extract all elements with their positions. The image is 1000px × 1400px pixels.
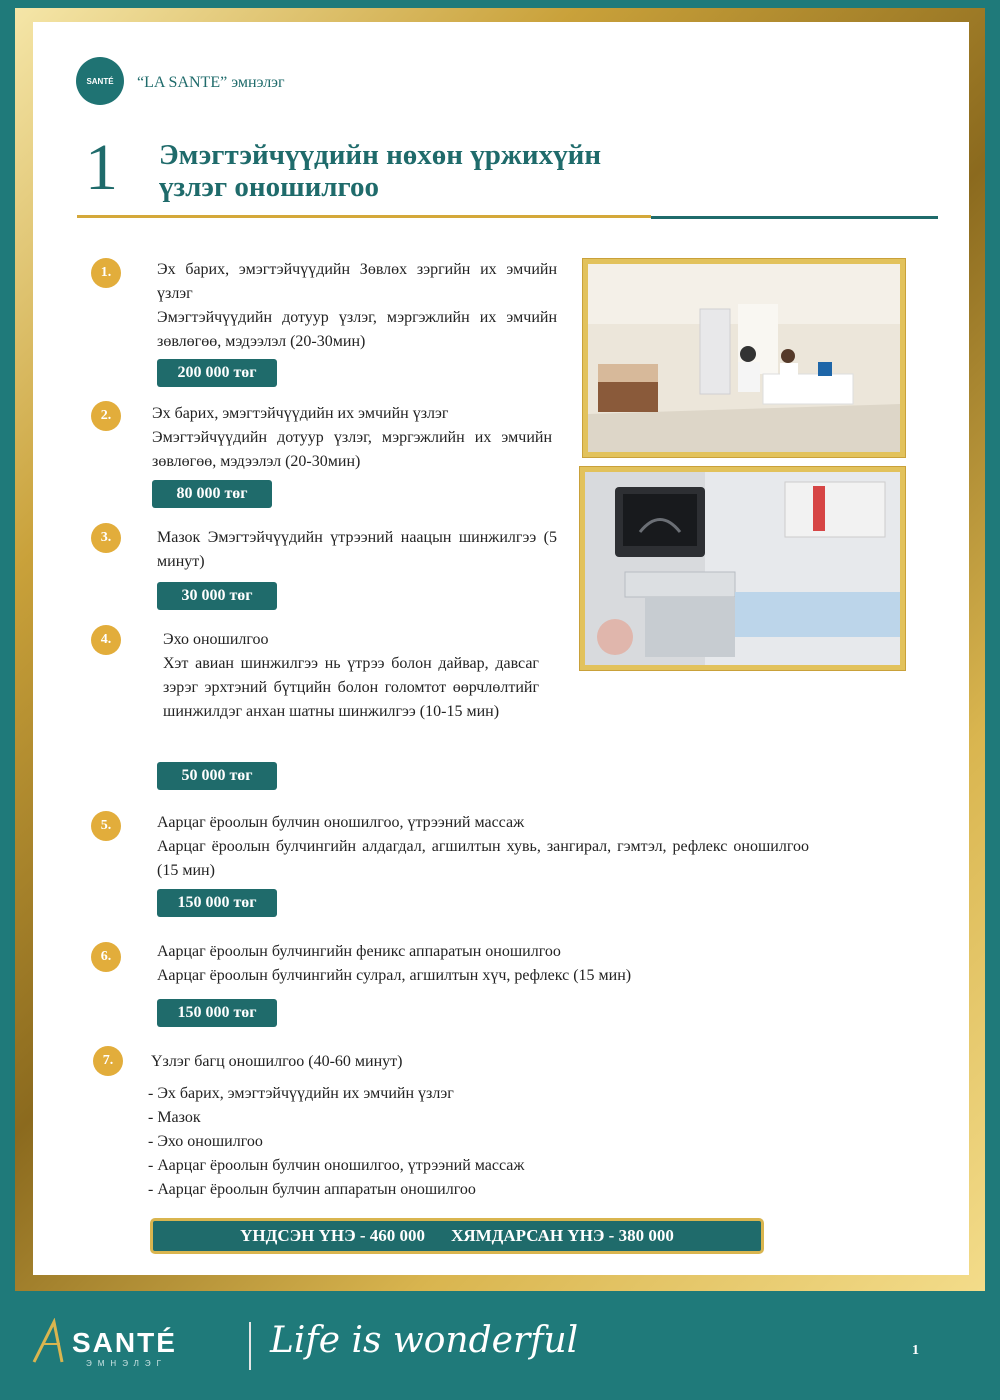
section-title-line1: Эмэгтэйчүүдийн нөхөн үржихүйн (159, 139, 602, 171)
base-price: ҮНДСЭН ҮНЭ - 460 000 (240, 1226, 426, 1245)
footer-divider (249, 1322, 251, 1370)
clinic-logo-text: SANTÉ (86, 76, 114, 86)
ultrasound-room-photo (580, 467, 905, 670)
discount-price: ХЯМДАРСАН ҮНЭ - 380 000 (451, 1226, 674, 1245)
item-line: Эхо оношилгоо (163, 631, 269, 648)
item-number-badge: 1. (91, 258, 121, 288)
package-price-bar (150, 1218, 764, 1254)
price-tag: 200 000 төг (157, 359, 277, 387)
section-number: 1 (85, 131, 118, 204)
list-item: - Аарцаг ёроолын булчин аппаратын оношилгоо (148, 1181, 476, 1198)
item-line: Эмэгтэйчүүдийн дотуур үзлэг, мэргэжлийн их эмчийн зөвлөгөө, мэдээлэл (20-30мин) (152, 429, 552, 470)
item-line: Эмэгтэйчүүдийн дотуур үзлэг, мэргэжлийн их эмчийн зөвлөгөө, мэдээлэл (20-30мин) (157, 309, 557, 350)
item-line: Эх барих, эмэгтэйчүүдийн Зөвлөх зэргийн их эмчийн үзлэг (157, 261, 557, 302)
item-number-badge: 7. (93, 1046, 123, 1076)
item-number-badge: 5. (91, 811, 121, 841)
item-description (152, 402, 552, 474)
list-item: - Эхо оношилгоо (148, 1133, 263, 1150)
footer-tagline: Life is wonderful (270, 1320, 579, 1361)
item-line: Аарцаг ёроолын булчингийн феникс аппаратын оношилгоо (157, 943, 561, 960)
title-rule-teal (651, 216, 938, 219)
footer-logo (32, 1318, 217, 1368)
item-description (163, 628, 539, 724)
item-description (157, 940, 777, 988)
title-rule-gold (77, 215, 651, 218)
footer-logo-text: SANTÉ (72, 1327, 177, 1358)
consultation-room-photo (583, 259, 905, 457)
item-description (157, 811, 809, 883)
footer-logo-subtext: ЭМНЭЛЭГ (86, 1359, 168, 1368)
item-number-badge: 3. (91, 523, 121, 553)
item-description (157, 258, 557, 354)
price-tag: 150 000 төг (157, 889, 277, 917)
consultation-room-image (588, 264, 900, 452)
item-number-badge: 2. (91, 401, 121, 431)
item-number-badge: 6. (91, 942, 121, 972)
item-description (157, 526, 557, 574)
price-tag: 30 000 төг (157, 582, 277, 610)
item-line: Аарцаг ёроолын булчин оношилгоо, үтрээний массаж (157, 814, 525, 831)
page-number: 1 (912, 1343, 919, 1358)
item-line: Мазок Эмэгтэйчүүдийн үтрээний наацын шинжилгээ (5 минут) (157, 529, 557, 570)
document-page (33, 22, 969, 1275)
section-title (159, 140, 799, 204)
ultrasound-room-image (585, 472, 900, 665)
item-line: Эх барих, эмэгтэйчүүдийн их эмчийн үзлэг (152, 405, 449, 422)
package-list (148, 1082, 524, 1202)
package-title (151, 1050, 551, 1074)
price-tag: 50 000 төг (157, 762, 277, 790)
item-line: Үзлэг багц оношилгоо (40-60 минут) (151, 1053, 403, 1070)
item-line: Хэт авиан шинжилгээ нь үтрээ болон дайвар, давсаг зэрэг эрхтэний бүтцийн болон голомтот өөрчлөлтийг шинжилдэг анхан шатны шинжилгээ (10-15 мин) (163, 655, 539, 720)
item-line: Аарцаг ёроолын булчингийн алдагдал, агшилтын хувь, зангирал, гэмтэл, рефлекс оношилгоо (15 мин) (157, 838, 809, 879)
clinic-logo (76, 57, 124, 105)
clinic-name: “LA SANTE” эмнэлэг (137, 74, 285, 91)
item-number-badge: 4. (91, 625, 121, 655)
price-tag: 80 000 төг (152, 480, 272, 508)
item-line: Аарцаг ёроолын булчингийн сулрал, агшилтын хүч, рефлекс (15 мин) (157, 967, 632, 984)
list-item: - Аарцаг ёроолын булчин оношилгоо, үтрээний массаж (148, 1157, 525, 1174)
list-item: - Мазок (148, 1109, 201, 1126)
section-title-line2: үзлэг оношилгоо (159, 170, 379, 203)
price-tag: 150 000 төг (157, 999, 277, 1027)
list-item: - Эх барих, эмэгтэйчүүдийн их эмчийн үзлэг (148, 1085, 454, 1102)
